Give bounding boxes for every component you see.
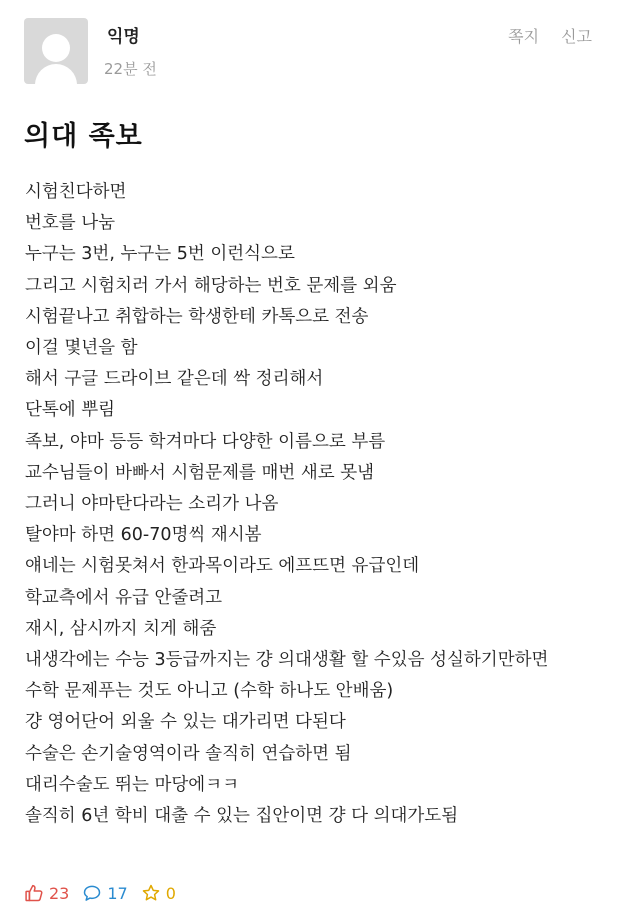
post-stats xyxy=(24,883,189,903)
body-line: 대리수술도 뛰는 마당에ㅋㅋ xyxy=(25,774,239,795)
star-icon xyxy=(141,883,161,903)
author-name: 익명 xyxy=(107,27,140,47)
body-line: 누구는 3번, 누구는 5번 이런식으로 xyxy=(25,244,295,265)
message-button[interactable]: 쪽지 xyxy=(508,27,540,46)
body-line: 해서 구글 드라이브 같은데 싹 정리해서 xyxy=(25,369,324,390)
body-line: 교수님들이 바빠서 시험문제를 매번 새로 못냄 xyxy=(25,462,375,483)
body-line: 솔직히 6년 학비 대출 수 있는 집안이면 걍 다 의대가도됨 xyxy=(25,806,459,827)
body-line: 번호를 나눔 xyxy=(25,213,116,234)
body-line: 얘네는 시험못쳐서 한과목이라도 에프뜨면 유급인데 xyxy=(25,556,420,577)
scrap-count: 0 xyxy=(165,883,176,903)
comment-bubble-icon xyxy=(82,883,102,903)
post-body xyxy=(25,177,625,832)
body-line: 내생각에는 수능 3등급까지는 걍 의대생활 할 수있음 성실하기만하면 xyxy=(25,650,549,671)
avatar xyxy=(24,18,88,84)
body-line: 족보, 야마 등등 학겨마다 다양한 이름으로 부름 xyxy=(25,431,386,452)
body-line: 재시, 삼시까지 치게 해줌 xyxy=(25,618,217,639)
profile-body-shape xyxy=(35,64,77,84)
comment-count: 17 xyxy=(107,883,128,903)
body-line: 시험친다하면 xyxy=(25,182,127,202)
post-actions xyxy=(508,24,592,47)
scrap-button[interactable] xyxy=(141,883,176,903)
body-line: 학교측에서 유급 안줄려고 xyxy=(25,587,223,608)
body-line: 수학 문제푸는 것도 아니고 (수학 하나도 안배움) xyxy=(25,681,394,702)
body-line: 그러니 야마탄다라는 소리가 나옴 xyxy=(25,494,279,515)
like-count: 23 xyxy=(49,883,70,903)
body-line: 단톡에 뿌림 xyxy=(25,400,116,421)
thumbs-up-icon xyxy=(24,883,44,903)
body-line: 탈야마 하면 60-70명씩 재시봄 xyxy=(25,525,262,546)
body-line: 수술은 손기술영역이라 솔직히 연습하면 됨 xyxy=(25,743,352,764)
default-profile-icon xyxy=(42,34,70,62)
comment-button[interactable] xyxy=(82,883,127,903)
like-button[interactable] xyxy=(24,883,69,903)
post-title: 의대 족보 xyxy=(24,121,143,152)
body-line: 이걸 몇년을 함 xyxy=(25,338,138,359)
body-line: 걍 영어단어 외울 수 있는 대가리면 다된다 xyxy=(25,712,346,733)
post-timestamp: 22분 전 xyxy=(104,60,157,78)
body-line: 시험끝나고 취합하는 학생한테 카톡으로 전송 xyxy=(25,306,369,327)
body-line: 그리고 시험치러 가서 해당하는 번호 문제를 외움 xyxy=(25,275,397,296)
report-button[interactable]: 신고 xyxy=(561,27,592,46)
